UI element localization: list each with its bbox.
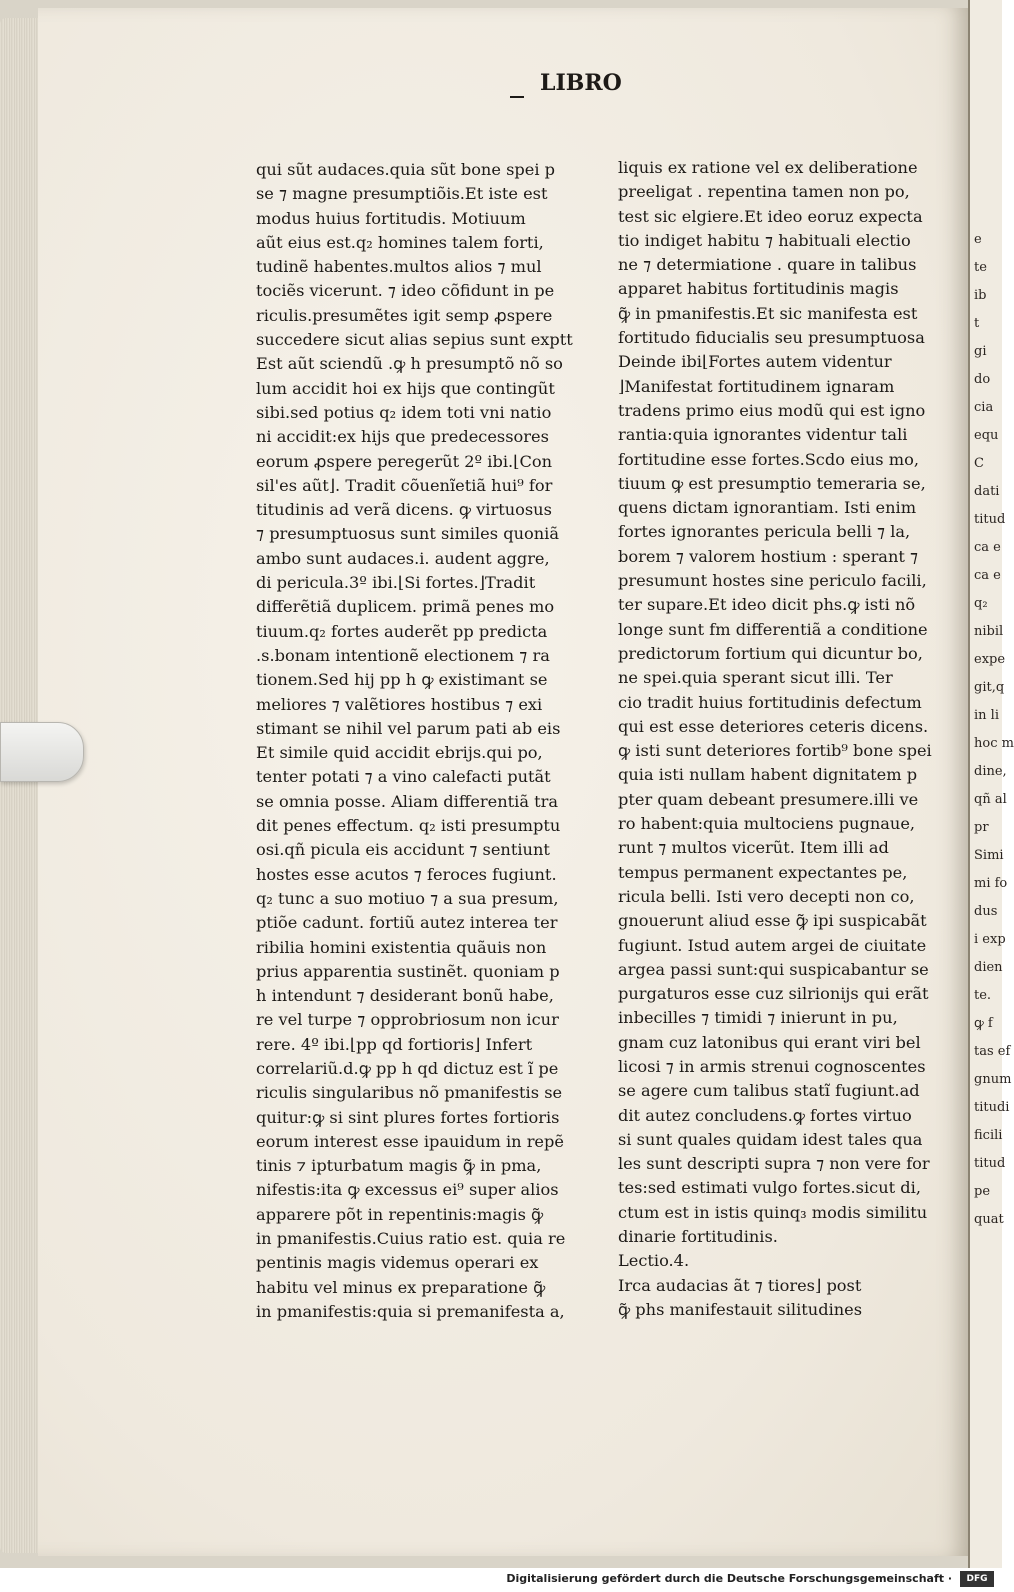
adjacent-page-fragment: dati [974, 484, 1000, 499]
text-line: ne spei.quia sperant sicut illi. Ter [618, 668, 893, 688]
text-line: apparet habitus fortitudinis magis [618, 279, 899, 299]
text-line: dit autez concludens.ꝙ fortes virtuo [618, 1105, 912, 1125]
text-line: h intendunt ⁊ desiderant bonũ habe, [256, 986, 554, 1006]
text-line: fugiunt. Istud autem argei de ciuitate [618, 935, 927, 955]
footer-bar [0, 1568, 1000, 1592]
text-line: test sic elgiere.Et ideo eoruz expecta [618, 206, 923, 226]
text-line: habitu vel minus ex preparatione ꝙ̃ [256, 1277, 546, 1297]
text-line: quia isti nullam habent dignitatem p [618, 765, 918, 785]
text-line: se omnia posse. Aliam differentiã tra [256, 791, 559, 811]
text-line: ter supare.Et ideo dicit phs.ꝙ isti nõ [618, 595, 916, 615]
adjacent-page-fragment: expe [974, 652, 1006, 667]
text-line: titudinis ad verã dicens. ꝙ virtuosus [256, 500, 552, 520]
adjacent-page-fragment: Simi [974, 848, 1004, 863]
text-line: ne ⁊ determiatione . quare in talibus [618, 255, 917, 275]
text-line: meliores ⁊ valẽtiores hostibus ⁊ exi [256, 694, 543, 714]
adjacent-page-fragment: dine, [974, 764, 1007, 779]
text-line: ro habent:quia multociens pugnaue, [618, 814, 916, 834]
header-dash [510, 96, 524, 98]
text-line: re vel turpe ⁊ opprobriosum non icur [256, 1010, 559, 1030]
text-line: tempus permanent expectantes pe, [618, 862, 908, 882]
right-text-column [618, 156, 932, 1322]
adjacent-page-fragment: titud [974, 1156, 1006, 1171]
adjacent-page-fragment: cia [974, 400, 994, 415]
text-line: eorum interest esse ipauidum in repẽ [256, 1131, 564, 1151]
text-line: pentinis magis videmus operari ex [256, 1253, 539, 1273]
text-line: hostes esse acutos ⁊ feroces fugiunt. [256, 864, 557, 884]
text-line: tradens primo eius modũ qui est igno [618, 400, 926, 420]
text-line: se ⁊ magne presumptiõis.Et iste est [256, 184, 548, 204]
text-line: prius apparentia sustinẽt. quoniam p [256, 961, 560, 981]
text-line: in pmanifestis:quia si premanifesta a, [256, 1301, 565, 1321]
adjacent-page-fragment: gnum [974, 1072, 1012, 1087]
text-line: tes:sed estimati vulgo fortes.sicut di, [618, 1178, 921, 1198]
page-header: LIBRO [540, 70, 622, 96]
text-line: ꝙ isti sunt deteriores fortib⁹ bone spei [618, 741, 932, 761]
text-line: cio tradit huius fortitudinis defectum [618, 692, 922, 712]
text-line: in pmanifestis.Cuius ratio est. quia re [256, 1229, 566, 1249]
text-line: tudinẽ habentes.multos alios ⁊ mul [256, 257, 542, 277]
adjacent-page-fragment: te [974, 260, 987, 275]
adjacent-page-fragment: pe [974, 1184, 991, 1199]
text-line: presumunt hostes sine periculo facili, [618, 571, 927, 591]
adjacent-page-fragment: nibil [974, 624, 1004, 639]
text-line: se agere cum talibus statĩ fugiunt.ad [618, 1081, 920, 1101]
adjacent-page-fragment: dien [974, 960, 1003, 975]
adjacent-page-fragment: ib [974, 288, 987, 303]
text-line: fortitudine esse fortes.Scdo eius mo, [618, 449, 919, 469]
adjacent-page-fragment: gi [974, 344, 987, 359]
text-line: tinis ⁊ ipturbatum magis ꝙ̃ in pma, [256, 1156, 542, 1176]
text-line: si sunt quales quidam idest tales qua [618, 1129, 923, 1149]
text-line: les sunt descripti supra ⁊ non vere for [618, 1154, 930, 1174]
text-line: predictorum fortium qui dicuntur bo, [618, 643, 923, 663]
adjacent-page-fragment: tas ef [974, 1044, 1011, 1059]
text-line: osi.qñ picula eis accidunt ⁊ sentiunt [256, 840, 550, 860]
adjacent-page-fragment: e [974, 232, 982, 247]
text-line: preeligat . repentina tamen non po, [618, 182, 910, 202]
text-line: rere. 4º ibi.⌊pp qd fortioris⌋ Infert [256, 1034, 533, 1054]
footer-credit: Digitalisierung gefördert durch die Deutsche Forschungsgemeinschaft · [506, 1572, 952, 1585]
text-line: fortitudo fiducialis seu presumptuosa [618, 328, 925, 348]
text-line: q₂ tunc a suo motiuo ⁊ a sua presum, [256, 888, 559, 908]
text-line: Est aũt sciendũ .ꝙ h presumptõ nõ so [256, 354, 563, 374]
adjacent-page-fragment: titudi [974, 1100, 1010, 1115]
adjacent-page [968, 0, 1014, 1568]
text-line: Deinde ibi⌊Fortes autem videntur [618, 352, 892, 372]
text-line: di pericula.3º ibi.⌊Si fortes.⌋Tradit [256, 573, 536, 593]
adjacent-page-fragment: mi fo [974, 876, 1008, 891]
adjacent-page-fragment: pr [974, 820, 989, 835]
text-line: succedere sicut alias sepius sunt exptt [256, 330, 573, 350]
text-line: ptiõe cadunt. fortiũ autez interea ter [256, 913, 558, 933]
adjacent-page-fragment: titud [974, 512, 1006, 527]
text-line: ribilia homini existentia quãuis non [256, 937, 547, 957]
text-line: qui sũt audaces.quia sũt bone spei p [256, 160, 556, 179]
adjacent-page-fragment: equ [974, 428, 999, 443]
text-line: ꝙ̃ in pmanifestis.Et sic manifesta est [618, 303, 918, 323]
text-line: ꝙ̃ phs manifestauit silitudines [618, 1299, 863, 1319]
text-line: aũt eius est.q₂ homines talem forti, [256, 232, 544, 252]
text-line: tiuum.q₂ fortes auderẽt pp predicta [256, 621, 548, 641]
text-line: sibi.sed potius q₂ idem toti vni natio [256, 402, 552, 422]
adjacent-page-fragment: ꝙ f [974, 1016, 993, 1031]
adjacent-page-fragment: quat [974, 1212, 1004, 1227]
text-line: tionem.Sed hij pp h ꝙ existimant se [256, 670, 548, 690]
text-line: fortes ignorantes pericula belli ⁊ la, [618, 522, 911, 542]
adjacent-page-fragment: t [974, 316, 980, 331]
text-line: correlariũ.d.ꝙ pp h qd dictuz est ĩ pe [256, 1058, 559, 1078]
text-line: apparere põt in repentinis:magis ꝙ̃ [256, 1204, 544, 1224]
adjacent-page-fragment: ca e [974, 568, 1001, 583]
text-line: purgaturos esse cuz silrionijs qui erãt [618, 984, 929, 1004]
bookmark-clip [0, 722, 84, 782]
text-line: eorum ꝓspere peregerũt 2º ibi.⌊Con [256, 451, 553, 471]
left-text-column [256, 158, 573, 1324]
adjacent-page-fragment: C [974, 456, 984, 471]
text-line: Irca audacias ãt ⁊ tiores⌋ post [618, 1275, 862, 1295]
text-line: ⁊ presumptuosus sunt similes quoniã [256, 524, 559, 544]
text-line: ni accidit:ex hijs que predecessores [256, 427, 549, 447]
text-line: tiuum ꝙ est presumptio temeraria se, [618, 473, 926, 493]
text-line: Et simile quid accidit ebrijs.qui po, [256, 743, 543, 763]
text-line: gnouerunt aliud esse ꝙ̃ ipi suspicabãt [618, 911, 927, 931]
text-line: ambo sunt audaces.i. audent aggre, [256, 548, 550, 568]
adjacent-page-fragment: git,q [974, 680, 1005, 695]
text-line: Lectio.4. [618, 1251, 690, 1271]
text-line: stimant se nihil vel parum pati ab eis [256, 718, 561, 738]
text-line: rantia:quia ignorantes videntur tali [618, 425, 908, 445]
text-line: runt ⁊ multos vicerũt. Item illi ad [618, 838, 889, 858]
text-line: nifestis:ita ꝙ excessus ei⁹ super alios [256, 1180, 559, 1200]
text-line: riculis.presumẽtes igit semp ꝓspere [256, 305, 553, 325]
text-line: inbecilles ⁊ timidi ⁊ inierunt in pu, [618, 1008, 898, 1028]
adjacent-page-fragment: hoc m [974, 736, 1014, 751]
text-line: pter quam debeant presumere.illi ve [618, 789, 919, 809]
text-line: argea passi sunt:qui suspicabantur se [618, 959, 929, 979]
text-line: tio indiget habitu ⁊ habituali electio [618, 230, 911, 250]
text-line: quitur:ꝙ si sint plures fortes fortioris [256, 1107, 560, 1127]
adjacent-page-fragment: i exp [974, 932, 1006, 947]
text-line: .s.bonam intentionẽ electionem ⁊ ra [256, 645, 550, 665]
text-line: liquis ex ratione vel ex deliberatione [618, 158, 918, 177]
text-line: longe sunt fm differentiã a conditione [618, 619, 928, 639]
text-line: gnam cuz latonibus qui erant viri bel [618, 1032, 921, 1052]
text-line: riculis singularibus nõ pmanifestis se [256, 1083, 563, 1103]
text-line: borem ⁊ valorem hostium : sperant ⁊ [618, 546, 919, 566]
dfg-logo: DFG [960, 1571, 994, 1587]
adjacent-page-fragment: dus [974, 904, 998, 919]
text-line: dit penes effectum. q₂ isti presumptu [256, 816, 561, 836]
text-line: licosi ⁊ in armis strenui cognoscentes [618, 1056, 926, 1076]
text-line: tenter potati ⁊ a vino calefacti putãt [256, 767, 551, 787]
text-line: sil'es aũt⌋. Tradit cõuenĩetiã hui⁹ for [256, 475, 553, 495]
text-line: ctum est in istis quinq₃ modis similitu [618, 1202, 928, 1222]
text-line: lum accidit hoi ex hijs que contingũt [256, 378, 555, 398]
adjacent-page-fragment: ficili [974, 1128, 1003, 1143]
text-line: ⌋Manifestat fortitudinem ignaram [618, 376, 895, 396]
adjacent-page-fragment: te. [974, 988, 992, 1003]
adjacent-page-fragment: qñ al [974, 792, 1007, 807]
text-line: tociẽs vicerunt. ⁊ ideo cõfidunt in pe [256, 281, 555, 301]
adjacent-page-fragment: ca e [974, 540, 1001, 555]
text-line: qui est esse deteriores ceteris dicens. [618, 716, 929, 736]
adjacent-page-fragment: in li [974, 708, 999, 723]
adjacent-page-fragment: do [974, 372, 991, 387]
text-line: dinarie fortitudinis. [618, 1227, 778, 1247]
adjacent-page-fragment: q₂ [974, 596, 988, 611]
text-line: differẽtiã duplicem. primã penes mo [256, 597, 555, 617]
text-line: quens dictam ignorantiam. Isti enim [618, 498, 917, 518]
text-line: ricula belli. Isti vero decepti non co, [618, 886, 915, 906]
text-line: modus huius fortitudis. Motiuum [256, 208, 526, 228]
